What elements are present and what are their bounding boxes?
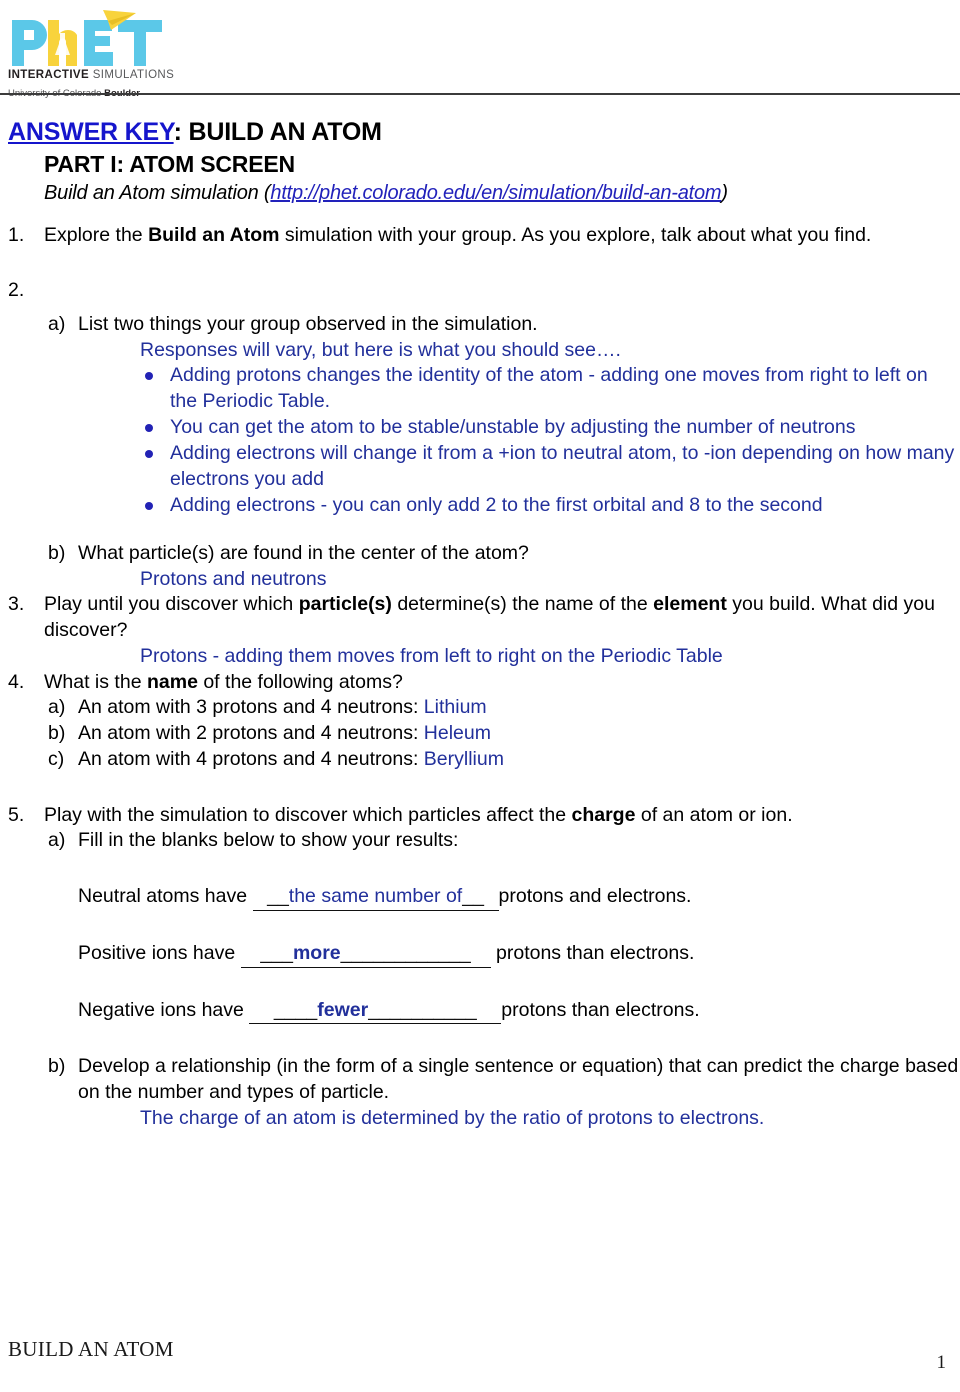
- q3-part-a: Play until you discover which: [44, 593, 299, 616]
- phet-tagline: [8, 69, 183, 81]
- header-divider: [0, 93, 960, 95]
- list-item: [140, 363, 960, 415]
- q5-charge: charge: [571, 803, 636, 826]
- blank-positive-value: more: [292, 941, 341, 964]
- blank-neutral-pre: Neutral atoms have: [78, 885, 253, 908]
- phet-wordmark-icon: [8, 8, 173, 70]
- question-4a-alpha: a): [48, 696, 66, 719]
- answer-key-label: ANSWER KEY: [8, 118, 174, 146]
- question-3-text: [44, 592, 960, 643]
- q5-part-a: Play with the simulation to discover which particles affect the: [44, 803, 572, 826]
- q4b-answer: Heleum: [423, 722, 491, 745]
- blank-positive-post: protons than electrons.: [490, 941, 695, 964]
- bullet-icon: [145, 424, 153, 432]
- question-5a: [0, 828, 960, 854]
- question-4: [0, 670, 960, 696]
- question-2a-alpha: a): [48, 312, 66, 335]
- q4a-answer: Lithium: [423, 696, 487, 719]
- question-2a-text: List two things your group observed in the simulation.: [78, 312, 538, 335]
- page-title-rest: : BUILD AN ATOM: [173, 118, 382, 146]
- question-4b: [0, 721, 960, 747]
- q3-part-c: determine(s) the name of the: [391, 593, 654, 616]
- simulation-prefix: Build an Atom simulation (: [44, 181, 271, 204]
- bullet-text: Adding electrons - you can only add 2 to the first orbital and 8 to the second: [170, 494, 823, 517]
- blank-row-neutral: [78, 884, 960, 911]
- question-5a-alpha: a): [48, 829, 66, 852]
- question-3-number: 3.: [8, 593, 25, 616]
- blank-positive-trail: ____________: [340, 941, 471, 964]
- question-5-text: [44, 803, 960, 829]
- q4b-prompt: An atom with 2 protons and 4 neutrons:: [78, 722, 424, 745]
- footer-page-number: 1: [936, 1352, 946, 1373]
- blank-neutral-value: the same number of: [288, 885, 463, 908]
- blank-neutral-lead: __: [267, 885, 289, 908]
- bullet-icon: [145, 502, 153, 510]
- q4c-prompt: An atom with 4 protons and 4 neutrons:: [78, 747, 424, 770]
- question-2b: [0, 541, 960, 592]
- list-item: [140, 415, 960, 441]
- question-3-answer: Protons - adding them moves from left to right on the Periodic Table: [140, 644, 723, 667]
- question-2b-answer: Protons and neutrons: [140, 567, 327, 590]
- q3-particles: particle(s): [298, 593, 392, 616]
- question-2-number: 2.: [8, 279, 25, 302]
- bullet-text: Adding protons changes the identity of the atom - adding one moves from right to left on the Periodic Table.: [170, 364, 928, 413]
- blank-positive-field[interactable]: [241, 941, 491, 968]
- blank-positive-pre: Positive ions have: [78, 941, 241, 964]
- simulation-suffix: ): [721, 181, 728, 204]
- bullet-icon: [145, 372, 153, 380]
- question-5b-alpha: b): [48, 1055, 66, 1078]
- question-2b-text: What particle(s) are found in the center of the atom?: [78, 541, 529, 564]
- question-5a-text: Fill in the blanks below to show your results:: [78, 829, 459, 852]
- blank-negative-lead: ____: [273, 998, 318, 1021]
- q4-part-a: What is the: [44, 670, 147, 693]
- question-2a: [0, 312, 960, 519]
- blank-negative-post: protons than electrons.: [501, 998, 700, 1021]
- q4a-prompt: An atom with 3 protons and 4 neutrons:: [78, 696, 424, 719]
- q3-element: element: [653, 593, 727, 616]
- question-3: [0, 592, 960, 669]
- blank-negative-pre: Negative ions have: [78, 998, 250, 1021]
- simulation-line: [44, 182, 960, 205]
- question-2a-answer-intro: Responses will vary, but here is what you should see….: [140, 338, 621, 361]
- blank-negative-trail: __________: [368, 998, 477, 1021]
- part-title: PART I: ATOM SCREEN: [44, 150, 295, 177]
- q1-sim-name: Build an Atom: [148, 223, 280, 246]
- question-4b-text: [78, 721, 960, 747]
- document-body: [0, 118, 960, 1131]
- question-1-text: [44, 223, 960, 249]
- question-4a: [0, 695, 960, 721]
- simulation-url-link[interactable]: http://phet.colorado.edu/en/simulation/build-an-atom: [270, 181, 722, 204]
- question-5-number: 5.: [8, 803, 25, 826]
- question-1: [0, 223, 960, 249]
- phet-tagline-bold: INTERACTIVE: [8, 69, 90, 81]
- bullet-icon: [145, 450, 153, 458]
- question-2: [0, 278, 960, 304]
- question-5b-text: Develop a relationship (in the form of a single sentence or equation) that can predict the charge based on the number and types of particle.: [78, 1055, 959, 1103]
- question-5: [0, 803, 960, 829]
- blank-neutral-trail: __: [462, 885, 484, 908]
- question-2b-alpha: b): [48, 541, 66, 564]
- q1-part-c: simulation with your group. As you explore, talk about what you find.: [279, 223, 872, 246]
- question-4-number: 4.: [8, 670, 25, 693]
- q1-part-a: Explore the: [44, 223, 149, 246]
- list-item: [140, 441, 960, 493]
- bullet-text: Adding electrons will change it from a +ion to neutral atom, to -ion depending on how many electrons you add: [170, 442, 955, 491]
- blank-negative-field[interactable]: [249, 998, 501, 1025]
- question-4c-alpha: c): [48, 747, 65, 770]
- question-4-text: [44, 670, 960, 696]
- question-2a-answer-bullets: [140, 363, 960, 519]
- q3-part-e: you build. What did you discover?: [44, 593, 935, 642]
- q5-part-c: of an atom or ion.: [635, 803, 793, 826]
- blank-row-negative: [78, 998, 960, 1025]
- q4c-answer: Beryllium: [423, 747, 504, 770]
- blank-row-positive: [78, 941, 960, 968]
- question-2-text: [44, 278, 960, 304]
- question-4c-text: [78, 747, 960, 773]
- list-item: [140, 493, 960, 519]
- page-title: [8, 118, 960, 148]
- phet-tagline-light: SIMULATIONS: [92, 69, 175, 81]
- question-4c: [0, 747, 960, 773]
- q4-part-c: of the following atoms?: [197, 670, 403, 693]
- question-1-number: 1.: [8, 223, 25, 246]
- question-4b-alpha: b): [48, 722, 66, 745]
- footer-title: BUILD AN ATOM: [8, 1337, 174, 1361]
- phet-logo: [8, 8, 183, 99]
- blank-negative-value: fewer: [317, 998, 369, 1021]
- q4-name: name: [146, 670, 198, 693]
- bullet-text: You can get the atom to be stable/unstable by adjusting the number of neutrons: [170, 416, 856, 439]
- question-5b-answer: The charge of an atom is determined by the ratio of protons to electrons.: [140, 1106, 765, 1129]
- blank-neutral-field[interactable]: [253, 884, 499, 911]
- blank-neutral-post: protons and electrons.: [498, 885, 692, 908]
- question-5b: [0, 1054, 960, 1131]
- blank-positive-lead: ___: [260, 941, 293, 964]
- question-4a-text: [78, 695, 960, 721]
